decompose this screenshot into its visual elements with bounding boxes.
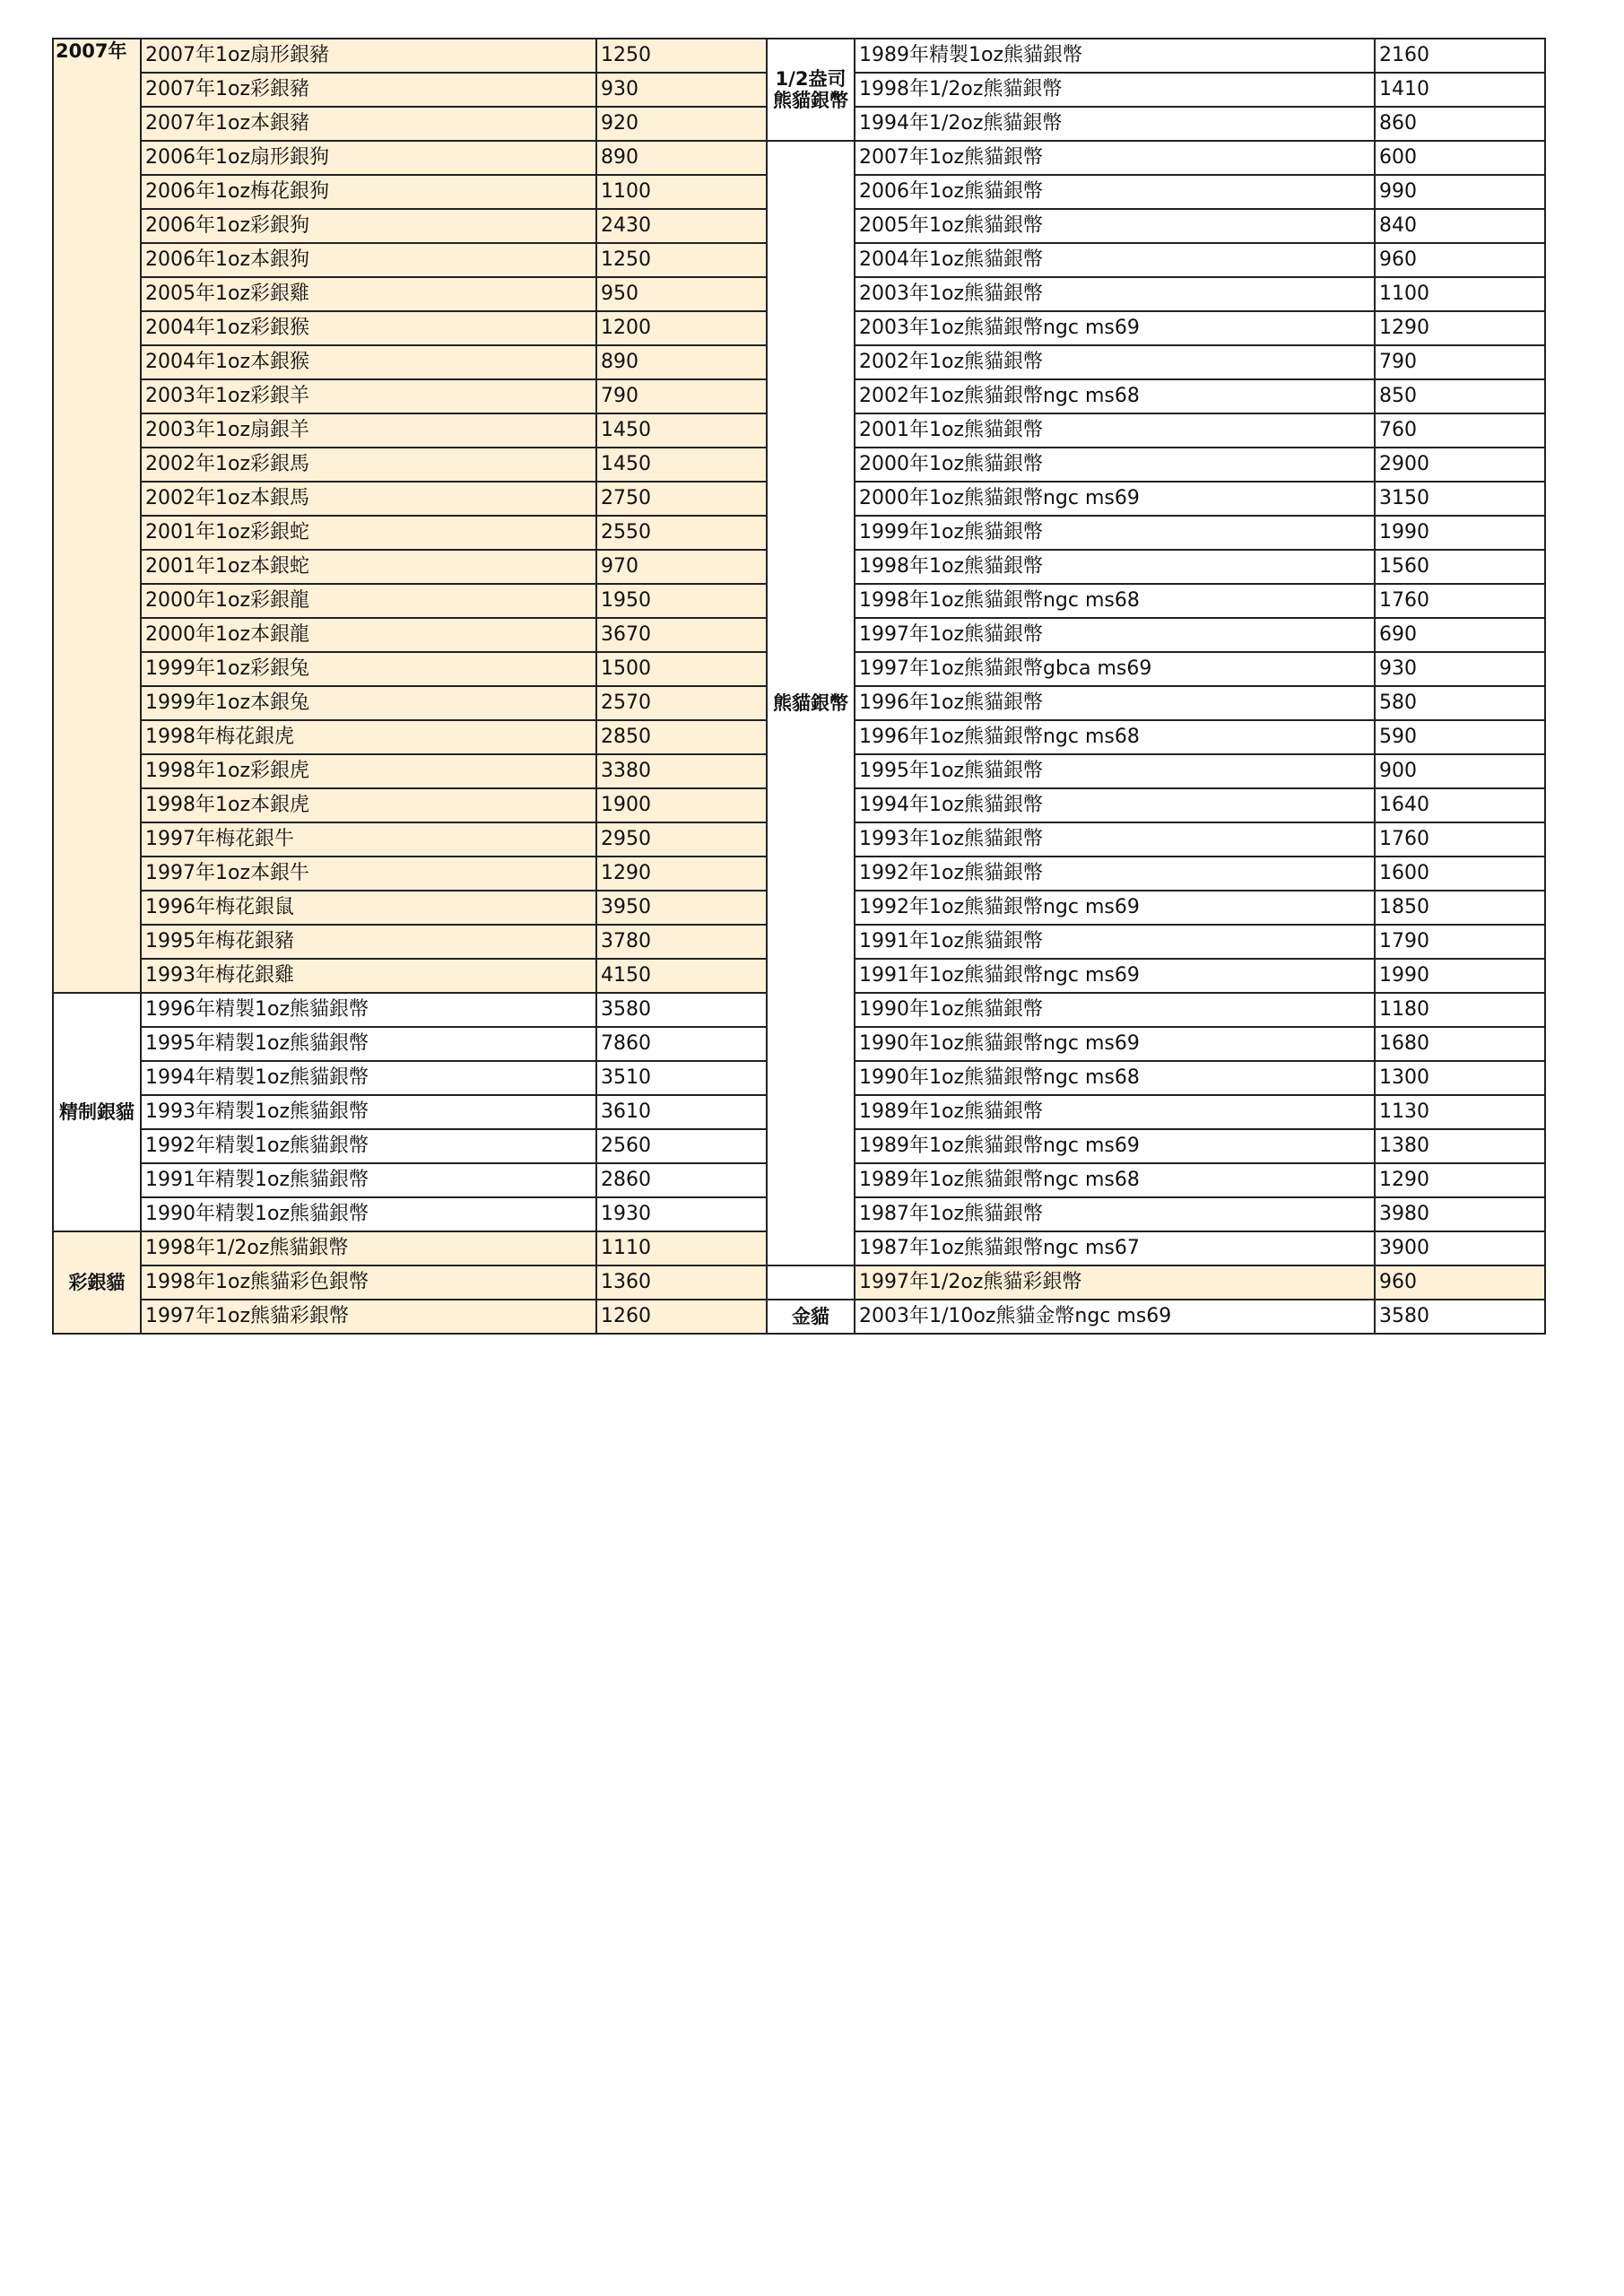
left-item-name: 1999年1oz本銀兔 (141, 686, 596, 720)
left-item-name: 1993年精製1oz熊貓銀幣 (141, 1095, 596, 1129)
left-item-name: 2002年1oz本銀馬 (141, 482, 596, 516)
right-category-text: 熊貓銀幣 (773, 692, 848, 714)
left-item-name: 1998年1oz熊貓彩色銀幣 (141, 1265, 596, 1300)
left-category-label (53, 39, 141, 993)
left-item-name: 2006年1oz梅花銀狗 (141, 175, 596, 209)
right-item-price: 1600 (1375, 857, 1545, 891)
left-item-name: 2004年1oz本銀猴 (141, 345, 596, 379)
left-item-name: 2001年1oz本銀蛇 (141, 550, 596, 584)
left-item-name: 1998年1oz彩銀虎 (141, 754, 596, 788)
price-table (52, 38, 1546, 1335)
right-item-name: 2003年1/10oz熊貓金幣ngc ms69 (855, 1300, 1375, 1334)
right-item-name: 1987年1oz熊貓銀幣 (855, 1197, 1375, 1231)
left-item-name: 1992年精製1oz熊貓銀幣 (141, 1129, 596, 1163)
right-item-name: 1994年1/2oz熊貓銀幣 (855, 107, 1375, 141)
price-table-body (53, 39, 1545, 1334)
left-item-name: 1996年梅花銀鼠 (141, 891, 596, 925)
left-item-name: 2007年1oz彩銀豬 (141, 73, 596, 107)
right-item-price: 1290 (1375, 1163, 1545, 1197)
left-item-name: 1998年1oz本銀虎 (141, 788, 596, 822)
left-item-name: 1993年梅花銀雞 (141, 959, 596, 993)
left-item-name: 1997年1oz本銀牛 (141, 857, 596, 891)
right-item-name: 1990年1oz熊貓銀幣ngc ms68 (855, 1061, 1375, 1095)
left-item-name: 1995年精製1oz熊貓銀幣 (141, 1027, 596, 1061)
right-item-price: 3580 (1375, 1300, 1545, 1334)
right-item-name: 1990年1oz熊貓銀幣 (855, 993, 1375, 1027)
right-item-price: 590 (1375, 720, 1545, 754)
right-item-name: 2001年1oz熊貓銀幣 (855, 413, 1375, 448)
left-item-name: 2007年1oz本銀豬 (141, 107, 596, 141)
left-item-price: 1360 (596, 1265, 767, 1300)
left-item-name: 2004年1oz彩銀猴 (141, 311, 596, 345)
left-item-price: 2550 (596, 516, 767, 550)
left-item-price: 4150 (596, 959, 767, 993)
right-item-price: 960 (1375, 1265, 1545, 1300)
left-item-price: 2860 (596, 1163, 767, 1197)
left-item-name: 1994年精製1oz熊貓銀幣 (141, 1061, 596, 1095)
left-item-price: 1200 (596, 311, 767, 345)
right-item-price: 600 (1375, 141, 1545, 175)
left-item-price: 3580 (596, 993, 767, 1027)
left-item-name: 1998年1/2oz熊貓銀幣 (141, 1231, 596, 1265)
right-item-price: 1130 (1375, 1095, 1545, 1129)
right-item-name: 2002年1oz熊貓銀幣ngc ms68 (855, 379, 1375, 413)
right-item-name: 1997年1oz熊貓銀幣 (855, 618, 1375, 652)
right-item-price: 3150 (1375, 482, 1545, 516)
right-item-name: 1989年1oz熊貓銀幣ngc ms68 (855, 1163, 1375, 1197)
left-category-text: 2007年 (56, 40, 127, 62)
right-item-name: 2004年1oz熊貓銀幣 (855, 243, 1375, 277)
right-category-label (767, 1265, 855, 1300)
right-item-name: 2002年1oz熊貓銀幣 (855, 345, 1375, 379)
left-item-price: 3780 (596, 925, 767, 959)
left-item-name: 2001年1oz彩銀蛇 (141, 516, 596, 550)
right-item-price: 3980 (1375, 1197, 1545, 1231)
left-item-name: 2003年1oz彩銀羊 (141, 379, 596, 413)
left-item-name: 1996年精製1oz熊貓銀幣 (141, 993, 596, 1027)
right-item-price: 3900 (1375, 1231, 1545, 1265)
left-item-price: 1450 (596, 413, 767, 448)
left-item-price: 1930 (596, 1197, 767, 1231)
left-item-price: 1250 (596, 243, 767, 277)
right-item-name: 1998年1oz熊貓銀幣ngc ms68 (855, 584, 1375, 618)
left-item-price: 890 (596, 345, 767, 379)
left-item-price: 1500 (596, 652, 767, 686)
left-item-price: 1250 (596, 39, 767, 73)
left-item-name: 2006年1oz本銀狗 (141, 243, 596, 277)
right-item-price: 1100 (1375, 277, 1545, 311)
right-item-price: 1990 (1375, 959, 1545, 993)
left-item-price: 1450 (596, 448, 767, 482)
left-item-name: 2006年1oz扇形銀狗 (141, 141, 596, 175)
left-item-name: 1998年梅花銀虎 (141, 720, 596, 754)
left-item-price: 1260 (596, 1300, 767, 1334)
left-item-price: 2950 (596, 822, 767, 857)
right-item-price: 2160 (1375, 39, 1545, 73)
left-item-price: 7860 (596, 1027, 767, 1061)
right-item-name: 1999年1oz熊貓銀幣 (855, 516, 1375, 550)
right-item-price: 1760 (1375, 822, 1545, 857)
table-row (53, 1300, 1545, 1334)
right-item-name: 1994年1oz熊貓銀幣 (855, 788, 1375, 822)
left-item-price: 2430 (596, 209, 767, 243)
right-item-name: 1991年1oz熊貓銀幣 (855, 925, 1375, 959)
right-item-name: 1998年1oz熊貓銀幣 (855, 550, 1375, 584)
left-item-price: 920 (596, 107, 767, 141)
right-category-text: 金貓 (792, 1306, 829, 1327)
right-category-text: 1/2盎司熊貓銀幣 (773, 68, 848, 111)
right-item-price: 900 (1375, 754, 1545, 788)
left-item-price: 790 (596, 379, 767, 413)
right-item-price: 860 (1375, 107, 1545, 141)
right-item-name: 1997年1/2oz熊貓彩銀幣 (855, 1265, 1375, 1300)
left-category-text: 彩銀貓 (68, 1272, 126, 1293)
left-item-price: 2560 (596, 1129, 767, 1163)
right-item-price: 1300 (1375, 1061, 1545, 1095)
right-item-name: 1997年1oz熊貓銀幣gbca ms69 (855, 652, 1375, 686)
right-item-name: 1996年1oz熊貓銀幣 (855, 686, 1375, 720)
right-item-price: 1410 (1375, 73, 1545, 107)
right-item-price: 790 (1375, 345, 1545, 379)
left-item-price: 3610 (596, 1095, 767, 1129)
right-item-price: 2900 (1375, 448, 1545, 482)
left-item-name: 2003年1oz扇銀羊 (141, 413, 596, 448)
right-item-price: 1180 (1375, 993, 1545, 1027)
right-category-label (767, 1300, 855, 1334)
right-item-name: 1991年1oz熊貓銀幣ngc ms69 (855, 959, 1375, 993)
right-item-name: 1987年1oz熊貓銀幣ngc ms67 (855, 1231, 1375, 1265)
right-item-name: 2006年1oz熊貓銀幣 (855, 175, 1375, 209)
right-item-price: 1790 (1375, 925, 1545, 959)
right-item-price: 580 (1375, 686, 1545, 720)
right-item-name: 1989年1oz熊貓銀幣 (855, 1095, 1375, 1129)
right-item-price: 1850 (1375, 891, 1545, 925)
left-item-name: 2000年1oz本銀龍 (141, 618, 596, 652)
right-item-price: 1990 (1375, 516, 1545, 550)
right-item-price: 1380 (1375, 1129, 1545, 1163)
right-item-name: 1998年1/2oz熊貓銀幣 (855, 73, 1375, 107)
right-item-name: 2003年1oz熊貓銀幣 (855, 277, 1375, 311)
right-item-name: 1995年1oz熊貓銀幣 (855, 754, 1375, 788)
right-item-name: 1996年1oz熊貓銀幣ngc ms68 (855, 720, 1375, 754)
left-item-price: 1950 (596, 584, 767, 618)
right-category-label (767, 141, 855, 1265)
right-item-price: 990 (1375, 175, 1545, 209)
table-row (53, 1265, 1545, 1300)
left-item-price: 970 (596, 550, 767, 584)
left-item-name: 1991年精製1oz熊貓銀幣 (141, 1163, 596, 1197)
left-item-price: 3950 (596, 891, 767, 925)
left-category-label (53, 993, 141, 1231)
left-item-price: 3380 (596, 754, 767, 788)
right-item-name: 2003年1oz熊貓銀幣ngc ms69 (855, 311, 1375, 345)
left-item-name: 2007年1oz扇形銀豬 (141, 39, 596, 73)
right-item-name: 2005年1oz熊貓銀幣 (855, 209, 1375, 243)
right-item-name: 2000年1oz熊貓銀幣ngc ms69 (855, 482, 1375, 516)
right-item-price: 1290 (1375, 311, 1545, 345)
right-item-price: 1760 (1375, 584, 1545, 618)
left-item-price: 890 (596, 141, 767, 175)
left-item-price: 1900 (596, 788, 767, 822)
left-item-price: 2570 (596, 686, 767, 720)
right-item-name: 1989年1oz熊貓銀幣ngc ms69 (855, 1129, 1375, 1163)
left-item-price: 1100 (596, 175, 767, 209)
left-item-price: 3510 (596, 1061, 767, 1095)
left-item-price: 2750 (596, 482, 767, 516)
right-item-name: 1989年精製1oz熊貓銀幣 (855, 39, 1375, 73)
right-item-price: 760 (1375, 413, 1545, 448)
left-item-name: 2005年1oz彩銀雞 (141, 277, 596, 311)
right-item-price: 1560 (1375, 550, 1545, 584)
left-item-name: 1997年梅花銀牛 (141, 822, 596, 857)
right-item-name: 1992年1oz熊貓銀幣ngc ms69 (855, 891, 1375, 925)
left-item-name: 1997年1oz熊貓彩銀幣 (141, 1300, 596, 1334)
left-item-price: 950 (596, 277, 767, 311)
right-item-price: 1680 (1375, 1027, 1545, 1061)
left-item-price: 2850 (596, 720, 767, 754)
left-item-price: 1110 (596, 1231, 767, 1265)
right-category-label (767, 39, 855, 141)
left-item-name: 1995年梅花銀豬 (141, 925, 596, 959)
right-item-price: 850 (1375, 379, 1545, 413)
right-item-name: 1992年1oz熊貓銀幣 (855, 857, 1375, 891)
right-item-price: 1640 (1375, 788, 1545, 822)
left-category-label (53, 1231, 141, 1334)
table-row (53, 39, 1545, 73)
left-category-text: 精制銀貓 (59, 1101, 135, 1123)
right-item-name: 2000年1oz熊貓銀幣 (855, 448, 1375, 482)
right-item-price: 840 (1375, 209, 1545, 243)
left-item-price: 3670 (596, 618, 767, 652)
right-item-name: 1993年1oz熊貓銀幣 (855, 822, 1375, 857)
left-item-name: 2006年1oz彩銀狗 (141, 209, 596, 243)
right-item-name: 1990年1oz熊貓銀幣ngc ms69 (855, 1027, 1375, 1061)
right-item-price: 930 (1375, 652, 1545, 686)
right-item-price: 960 (1375, 243, 1545, 277)
left-item-name: 1999年1oz彩銀兔 (141, 652, 596, 686)
left-item-name: 1990年精製1oz熊貓銀幣 (141, 1197, 596, 1231)
right-item-price: 690 (1375, 618, 1545, 652)
left-item-name: 2002年1oz彩銀馬 (141, 448, 596, 482)
left-item-price: 930 (596, 73, 767, 107)
right-item-name: 2007年1oz熊貓銀幣 (855, 141, 1375, 175)
table-row (53, 141, 1545, 175)
left-item-price: 1290 (596, 857, 767, 891)
left-item-name: 2000年1oz彩銀龍 (141, 584, 596, 618)
